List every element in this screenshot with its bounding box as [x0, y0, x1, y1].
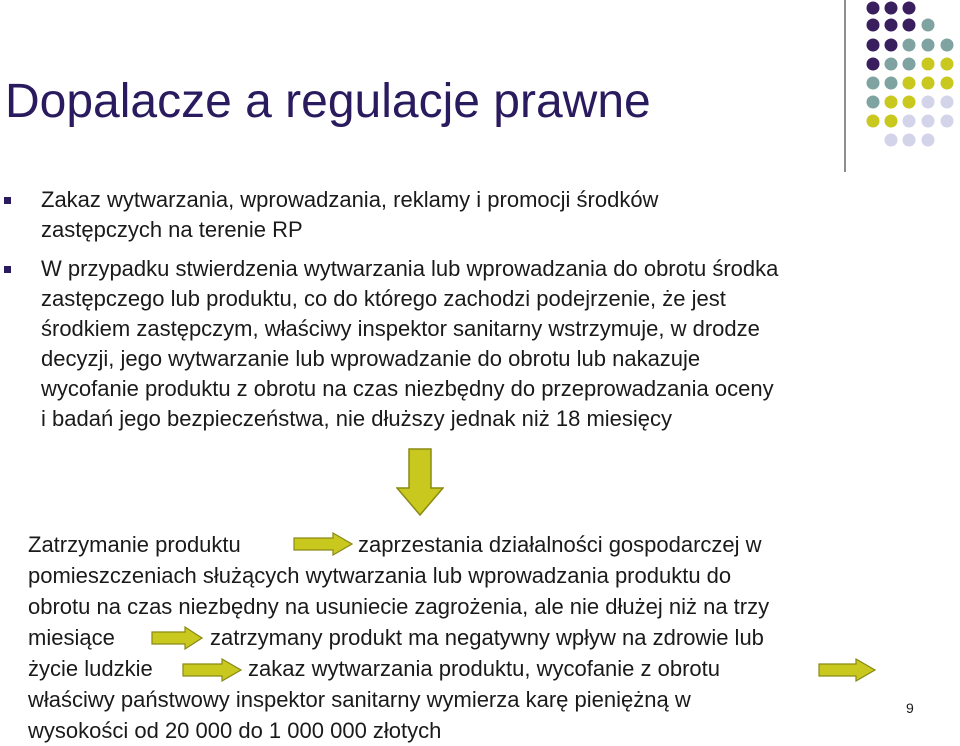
paragraph-line: zatrzymany produkt ma negatywny wpływ na zdrowie lub	[210, 625, 764, 650]
dot	[903, 96, 916, 109]
bullet-marker-icon	[4, 266, 11, 273]
bullet-text-line: wycofanie produktu z obrotu na czas niezbędny do przeprowadzania oceny	[41, 376, 774, 401]
decorative-dot-grid	[858, 0, 960, 150]
dot	[922, 39, 935, 52]
bullet-marker-icon	[4, 197, 11, 204]
bullet-text-line: środkiem zastępczym, właściwy inspektor sanitarny wstrzymuje, w drodze	[41, 316, 760, 341]
dot	[885, 2, 898, 15]
dot	[941, 77, 954, 90]
dot	[903, 134, 916, 147]
bullet-text-line: zastępczych na terenie RP	[41, 217, 303, 242]
dot	[867, 96, 880, 109]
bullet-text-line: zastępczego lub produktu, co do którego zachodzi podejrzenie, że jest	[41, 286, 726, 311]
dot	[885, 77, 898, 90]
paragraph-line: zaprzestania działalności gospodarczej w	[358, 532, 762, 557]
bullet-text-line: Zakaz wytwarzania, wprowadzania, reklamy i promocji środków	[41, 187, 659, 212]
dot	[885, 115, 898, 128]
paragraph-line: życie ludzkie	[28, 656, 153, 681]
dot	[922, 77, 935, 90]
dot	[903, 77, 916, 90]
dot	[941, 58, 954, 71]
dot	[885, 134, 898, 147]
dot	[941, 96, 954, 109]
dot	[903, 115, 916, 128]
paragraph-line: miesiące	[28, 625, 115, 650]
dot	[885, 19, 898, 32]
dot	[867, 39, 880, 52]
right-arrow-icon	[818, 658, 876, 682]
page-number: 9	[906, 700, 914, 716]
right-arrow-icon	[293, 532, 353, 556]
right-arrow-icon	[151, 626, 203, 650]
dot	[941, 39, 954, 52]
dot	[903, 19, 916, 32]
slide-title: Dopalacze a regulacje prawne	[5, 75, 651, 128]
dot	[922, 134, 935, 147]
paragraph-line: zakaz wytwarzania produktu, wycofanie z obrotu	[248, 656, 721, 681]
dot	[885, 58, 898, 71]
dot	[903, 39, 916, 52]
paragraph-line: obrotu na czas niezbędny na usuniecie zagrożenia, ale nie dłużej niż na trzy	[28, 594, 770, 619]
down-arrow-icon	[396, 448, 444, 516]
right-arrow-icon	[182, 658, 242, 682]
bullet-text-line: i badań jego bezpieczeństwa, nie dłuższy jednak niż 18 miesięcy	[41, 406, 673, 431]
dot	[867, 19, 880, 32]
dot	[867, 2, 880, 15]
dot	[941, 115, 954, 128]
dot	[922, 58, 935, 71]
bullet-text-line: W przypadku stwierdzenia wytwarzania lub wprowadzania do obrotu środka	[41, 256, 779, 281]
dot	[922, 19, 935, 32]
dot	[885, 96, 898, 109]
dot	[867, 58, 880, 71]
dot	[903, 2, 916, 15]
dot	[867, 115, 880, 128]
dot	[885, 39, 898, 52]
paragraph-line: wysokości od 20 000 do 1 000 000 złotych	[28, 718, 442, 743]
paragraph-line: Zatrzymanie produktu	[28, 532, 241, 557]
dot	[922, 96, 935, 109]
dot	[867, 77, 880, 90]
decorative-divider	[844, 0, 846, 172]
paragraph-line: pomieszczeniach służących wytwarzania lub wprowadzania produktu do	[28, 563, 732, 588]
paragraph-line: właściwy państwowy inspektor sanitarny wymierza karę pieniężną w	[28, 687, 691, 712]
bullet-text-line: decyzji, jego wytwarzanie lub wprowadzanie do obrotu lub nakazuje	[41, 346, 701, 371]
dot	[903, 58, 916, 71]
dot	[922, 115, 935, 128]
